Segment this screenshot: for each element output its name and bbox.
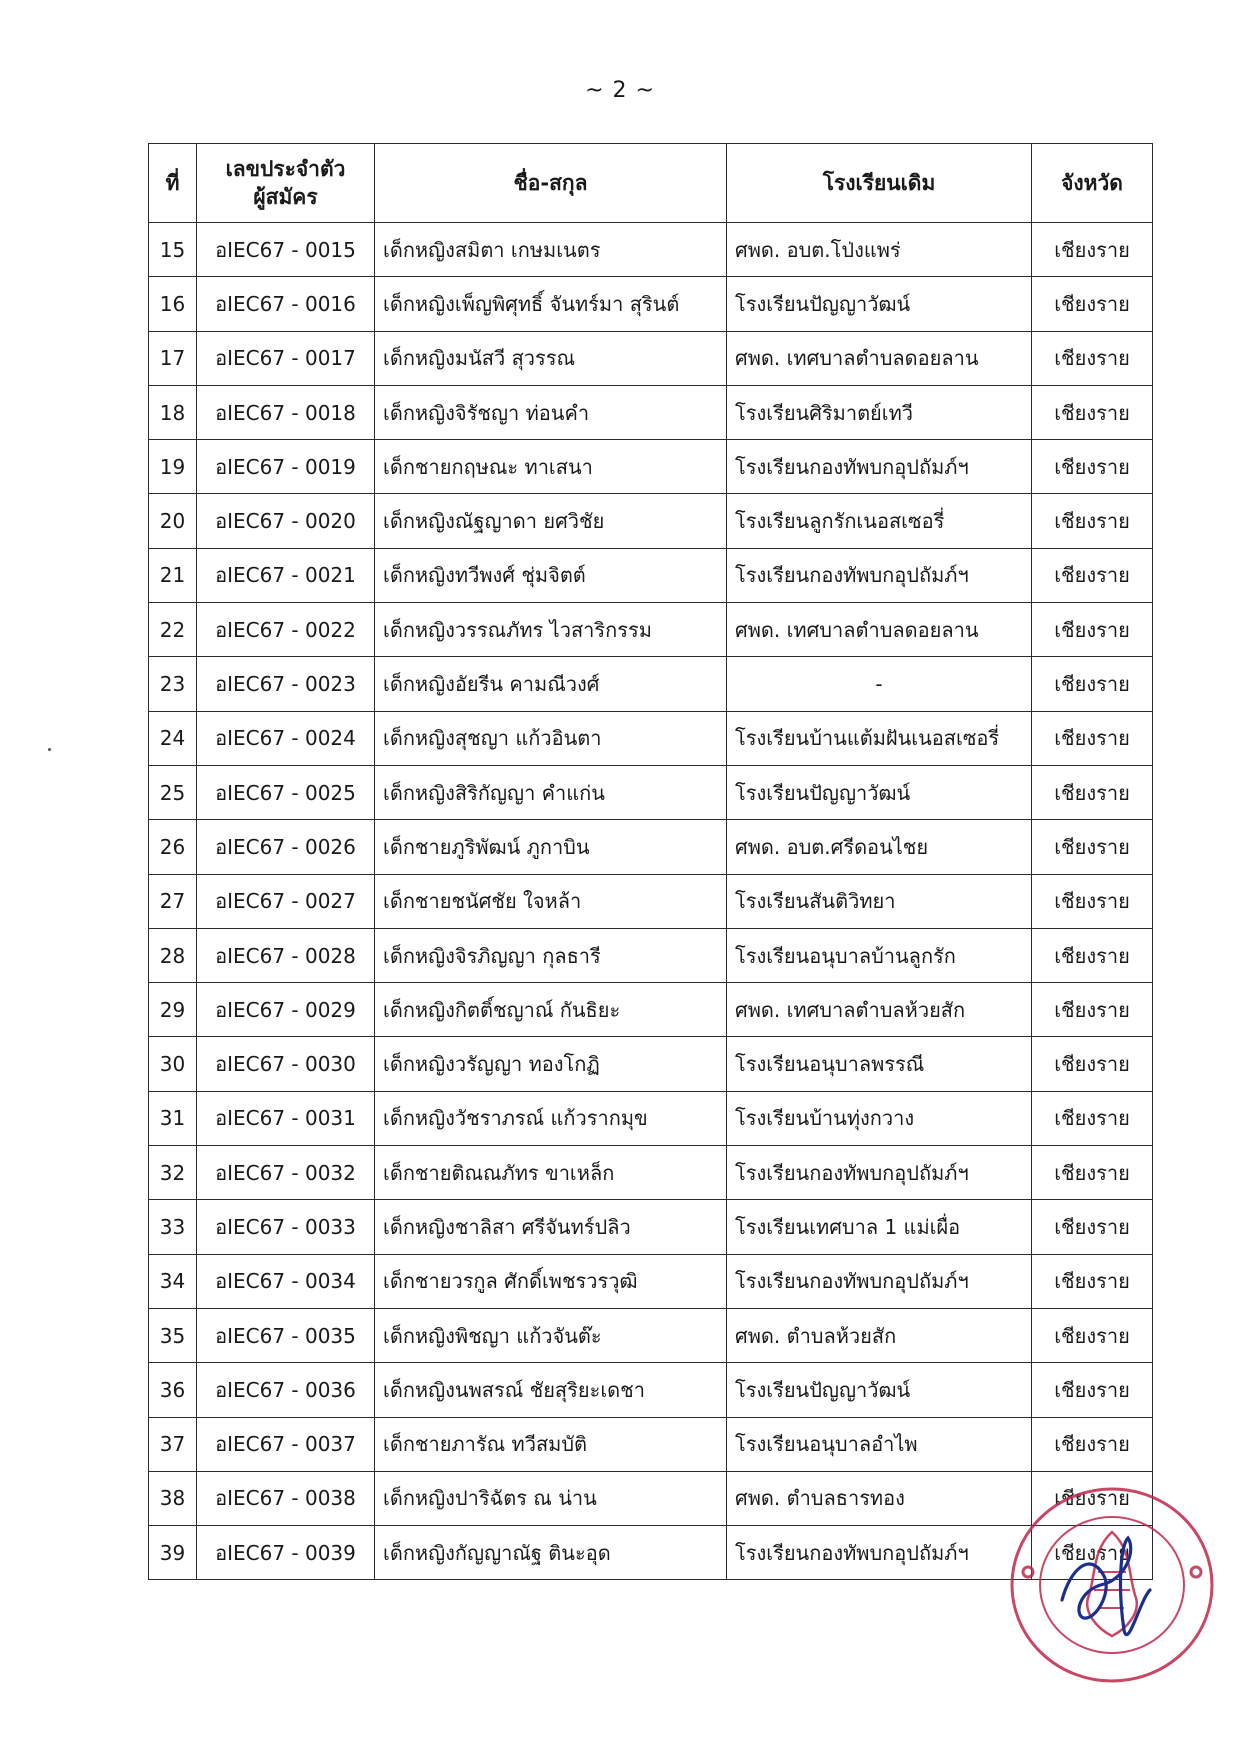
cell-name: เด็กหญิงกิตติ์ชญาณ์ กันธิยะ (375, 983, 727, 1037)
cell-school: ศพด. อบต.ศรีดอนไชย (727, 820, 1032, 874)
cell-applicant-id: อIEC67 - 0019 (197, 440, 375, 494)
cell-applicant-id: อIEC67 - 0018 (197, 385, 375, 439)
cell-school: โรงเรียนลูกรักเนอสเซอรี่ (727, 494, 1032, 548)
cell-name: เด็กชายภูริพัฒน์ ภูกาบิน (375, 820, 727, 874)
cell-no: 29 (149, 983, 197, 1037)
cell-school: โรงเรียนปัญญาวัฒน์ (727, 1363, 1032, 1417)
cell-province: เชียงราย (1032, 1091, 1153, 1145)
table-row (149, 548, 1153, 602)
cell-applicant-id: อIEC67 - 0015 (197, 223, 375, 277)
cell-no: 20 (149, 494, 197, 548)
cell-no: 30 (149, 1037, 197, 1091)
cell-school: โรงเรียนบ้านแต้มฝันเนอสเซอรี่ (727, 711, 1032, 765)
cell-school: โรงเรียนกองทัพบกอุปถัมภ์ฯ (727, 548, 1032, 602)
cell-no: 36 (149, 1363, 197, 1417)
cell-name: เด็กชายชนัศชัย ใจหล้า (375, 874, 727, 928)
cell-applicant-id: อIEC67 - 0036 (197, 1363, 375, 1417)
cell-no: 23 (149, 657, 197, 711)
cell-province: เชียงราย (1032, 494, 1153, 548)
table-header-row (149, 144, 1153, 223)
cell-province: เชียงราย (1032, 548, 1153, 602)
cell-no: 25 (149, 765, 197, 819)
table-row (149, 657, 1153, 711)
cell-school: ศพด. อบต.โป่งแพร่ (727, 223, 1032, 277)
cell-applicant-id: อIEC67 - 0024 (197, 711, 375, 765)
cell-applicant-id: อIEC67 - 0039 (197, 1526, 375, 1580)
cell-school: ศพด. เทศบาลตำบลดอยลาน (727, 603, 1032, 657)
table-row (149, 820, 1153, 874)
cell-name: เด็กหญิงกัญญาณัฐ ตินะอุด (375, 1526, 727, 1580)
header-applicant-id: เลขประจำตัว ผู้สมัคร (197, 144, 375, 223)
table-row (149, 1471, 1153, 1525)
table-row (149, 440, 1153, 494)
cell-school: โรงเรียนกองทัพบกอุปถัมภ์ฯ (727, 1254, 1032, 1308)
cell-name: เด็กหญิงชาลิสา ศรีจันทร์ปลิว (375, 1200, 727, 1254)
cell-province: เชียงราย (1032, 440, 1153, 494)
cell-applicant-id: อIEC67 - 0020 (197, 494, 375, 548)
cell-applicant-id: อIEC67 - 0037 (197, 1417, 375, 1471)
cell-school: ศพด. เทศบาลตำบลดอยลาน (727, 331, 1032, 385)
cell-province: เชียงราย (1032, 1037, 1153, 1091)
cell-no: 32 (149, 1146, 197, 1200)
cell-applicant-id: อIEC67 - 0028 (197, 928, 375, 982)
table-row (149, 331, 1153, 385)
cell-applicant-id: อIEC67 - 0025 (197, 765, 375, 819)
cell-school: โรงเรียนสันติวิทยา (727, 874, 1032, 928)
cell-no: 37 (149, 1417, 197, 1471)
cell-school: โรงเรียนอนุบาลอำไพ (727, 1417, 1032, 1471)
cell-province: เชียงราย (1032, 820, 1153, 874)
cell-province: เชียงราย (1032, 711, 1153, 765)
cell-school: โรงเรียนอนุบาลพรรณี (727, 1037, 1032, 1091)
table-row (149, 277, 1153, 331)
header-school: โรงเรียนเดิม (727, 144, 1032, 223)
cell-school: โรงเรียนกองทัพบกอุปถัมภ์ฯ (727, 1526, 1032, 1580)
cell-no: 24 (149, 711, 197, 765)
cell-province: เชียงราย (1032, 1417, 1153, 1471)
cell-name: เด็กหญิงนพสรณ์ ชัยสุริยะเดชา (375, 1363, 727, 1417)
cell-no: 15 (149, 223, 197, 277)
cell-no: 31 (149, 1091, 197, 1145)
table-row (149, 765, 1153, 819)
cell-applicant-id: อIEC67 - 0017 (197, 331, 375, 385)
header-no: ที่ (149, 144, 197, 223)
cell-school: โรงเรียนกองทัพบกอุปถัมภ์ฯ (727, 1146, 1032, 1200)
cell-applicant-id: อIEC67 - 0032 (197, 1146, 375, 1200)
cell-no: 16 (149, 277, 197, 331)
table-row (149, 1146, 1153, 1200)
cell-name: เด็กหญิงจิรภิญญา กุลธารี (375, 928, 727, 982)
cell-province: เชียงราย (1032, 983, 1153, 1037)
cell-name: เด็กชายกฤษณะ ทาเสนา (375, 440, 727, 494)
cell-province: เชียงราย (1032, 277, 1153, 331)
cell-no: 26 (149, 820, 197, 874)
table-row (149, 223, 1153, 277)
cell-province: เชียงราย (1032, 331, 1153, 385)
cell-province: เชียงราย (1032, 657, 1153, 711)
cell-applicant-id: อIEC67 - 0021 (197, 548, 375, 602)
cell-province: เชียงราย (1032, 385, 1153, 439)
cell-applicant-id: อIEC67 - 0035 (197, 1308, 375, 1362)
cell-applicant-id: อIEC67 - 0027 (197, 874, 375, 928)
cell-name: เด็กหญิงปาริฉัตร ณ น่าน (375, 1471, 727, 1525)
cell-no: 18 (149, 385, 197, 439)
cell-school: โรงเรียนอนุบาลบ้านลูกรัก (727, 928, 1032, 982)
header-province: จังหวัด (1032, 144, 1153, 223)
cell-applicant-id: อIEC67 - 0016 (197, 277, 375, 331)
cell-applicant-id: อIEC67 - 0023 (197, 657, 375, 711)
table-row (149, 1200, 1153, 1254)
cell-name: เด็กหญิงอัยรีน คามณีวงศ์ (375, 657, 727, 711)
table-row (149, 874, 1153, 928)
cell-no: 28 (149, 928, 197, 982)
applicant-table (148, 143, 1153, 1580)
table-body (149, 223, 1153, 1580)
cell-applicant-id: อIEC67 - 0026 (197, 820, 375, 874)
cell-school: ศพด. เทศบาลตำบลห้วยสัก (727, 983, 1032, 1037)
cell-no: 34 (149, 1254, 197, 1308)
cell-school: ศพด. ตำบลธารทอง (727, 1471, 1032, 1525)
cell-school: - (727, 657, 1032, 711)
cell-name: เด็กหญิงสมิตา เกษมเนตร (375, 223, 727, 277)
scan-speck (48, 748, 51, 751)
cell-name: เด็กหญิงวรัญญา ทองโกฏิ (375, 1037, 727, 1091)
cell-school: โรงเรียนบ้านทุ่งกวาง (727, 1091, 1032, 1145)
cell-no: 21 (149, 548, 197, 602)
cell-applicant-id: อIEC67 - 0022 (197, 603, 375, 657)
table-row (149, 494, 1153, 548)
cell-province: เชียงราย (1032, 1526, 1153, 1580)
table-row (149, 385, 1153, 439)
cell-name: เด็กหญิงสิริกัญญา คำแก่น (375, 765, 727, 819)
cell-no: 19 (149, 440, 197, 494)
table-row (149, 983, 1153, 1037)
table-row (149, 1254, 1153, 1308)
cell-no: 35 (149, 1308, 197, 1362)
cell-name: เด็กหญิงณัฐญาดา ยศวิชัย (375, 494, 727, 548)
cell-name: เด็กหญิงวัชราภรณ์ แก้วรากมุข (375, 1091, 727, 1145)
cell-no: 33 (149, 1200, 197, 1254)
table-row (149, 928, 1153, 982)
cell-school: โรงเรียนปัญญาวัฒน์ (727, 765, 1032, 819)
cell-name: เด็กหญิงทวีพงศ์ ชุ่มจิตต์ (375, 548, 727, 602)
cell-province: เชียงราย (1032, 765, 1153, 819)
cell-province: เชียงราย (1032, 1254, 1153, 1308)
cell-name: เด็กหญิงพิชญา แก้วจันต๊ะ (375, 1308, 727, 1362)
header-name: ชื่อ-สกุล (375, 144, 727, 223)
table-row (149, 1308, 1153, 1362)
cell-applicant-id: อIEC67 - 0033 (197, 1200, 375, 1254)
cell-name: เด็กชายติณณภัทร ขาเหล็ก (375, 1146, 727, 1200)
cell-name: เด็กหญิงมนัสวี สุวรรณ (375, 331, 727, 385)
table-row (149, 603, 1153, 657)
cell-applicant-id: อIEC67 - 0034 (197, 1254, 375, 1308)
cell-province: เชียงราย (1032, 223, 1153, 277)
cell-no: 38 (149, 1471, 197, 1525)
table-row (149, 711, 1153, 765)
cell-school: ศพด. ตำบลห้วยสัก (727, 1308, 1032, 1362)
table-row (149, 1417, 1153, 1471)
seal-flower-right (1191, 1567, 1201, 1577)
cell-no: 39 (149, 1526, 197, 1580)
table-row (149, 1363, 1153, 1417)
cell-province: เชียงราย (1032, 874, 1153, 928)
cell-name: เด็กชายภารัณ ทวีสมบัติ (375, 1417, 727, 1471)
cell-applicant-id: อIEC67 - 0030 (197, 1037, 375, 1091)
cell-no: 17 (149, 331, 197, 385)
cell-province: เชียงราย (1032, 928, 1153, 982)
cell-school: โรงเรียนกองทัพบกอุปถัมภ์ฯ (727, 440, 1032, 494)
cell-province: เชียงราย (1032, 603, 1153, 657)
cell-school: โรงเรียนเทศบาล 1 แม่เผื่อ (727, 1200, 1032, 1254)
cell-applicant-id: อIEC67 - 0029 (197, 983, 375, 1037)
cell-no: 27 (149, 874, 197, 928)
cell-name: เด็กชายวรกูล ศักดิ์เพชรวรวุฒิ (375, 1254, 727, 1308)
cell-school: โรงเรียนปัญญาวัฒน์ (727, 277, 1032, 331)
cell-no: 22 (149, 603, 197, 657)
cell-applicant-id: อIEC67 - 0031 (197, 1091, 375, 1145)
table-row (149, 1037, 1153, 1091)
cell-applicant-id: อIEC67 - 0038 (197, 1471, 375, 1525)
cell-name: เด็กหญิงวรรณภัทร ไวสาริกรรม (375, 603, 727, 657)
table-row (149, 1091, 1153, 1145)
cell-province: เชียงราย (1032, 1471, 1153, 1525)
cell-province: เชียงราย (1032, 1308, 1153, 1362)
page-number: ~ 2 ~ (585, 78, 655, 103)
table-row (149, 1526, 1153, 1580)
cell-province: เชียงราย (1032, 1146, 1153, 1200)
cell-school: โรงเรียนศิริมาตย์เทวี (727, 385, 1032, 439)
cell-name: เด็กหญิงสุชญา แก้วอินตา (375, 711, 727, 765)
cell-name: เด็กหญิงจิรัชญา ท่อนคำ (375, 385, 727, 439)
cell-name: เด็กหญิงเพ็ญพิศุทธิ์ จันทร์มา สุรินต์ (375, 277, 727, 331)
cell-province: เชียงราย (1032, 1363, 1153, 1417)
cell-province: เชียงราย (1032, 1200, 1153, 1254)
